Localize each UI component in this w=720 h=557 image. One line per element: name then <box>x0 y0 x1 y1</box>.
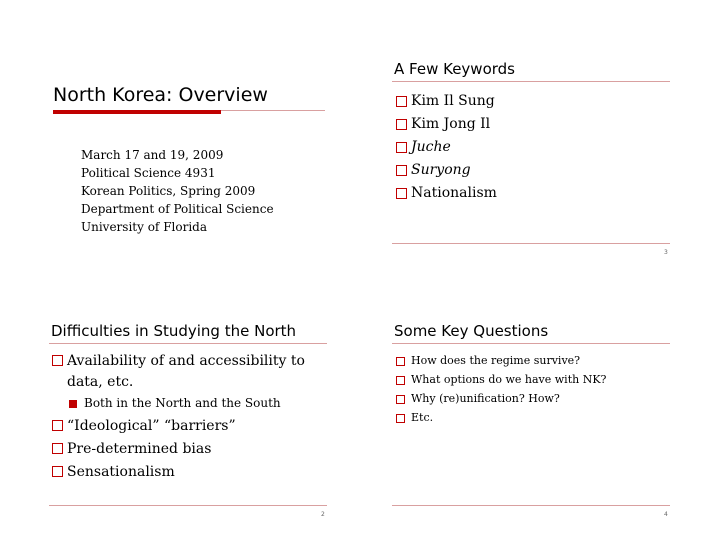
checkbox-bullet-icon <box>52 443 63 454</box>
slide-4-page-number: 4 <box>664 511 668 518</box>
slide-1-university: University of Florida <box>81 220 207 234</box>
slide-2-footer-rule <box>49 505 327 506</box>
slide-2-page-number: 2 <box>321 511 325 518</box>
slide-4-footer-rule <box>392 505 670 506</box>
slide-2-title-rule <box>49 343 327 344</box>
slide-3-footer-rule <box>392 243 670 244</box>
list-item: What options do we have with NK? <box>396 370 606 389</box>
slide-1-course-title: Korean Politics, Spring 2009 <box>81 184 256 198</box>
slide-2-title: Difficulties in Studying the North <box>51 322 297 340</box>
checkbox-bullet-icon <box>396 188 407 199</box>
checkbox-bullet-icon <box>396 357 405 366</box>
list-item: Pre-determined bias <box>52 439 322 460</box>
checkbox-bullet-icon <box>52 355 63 366</box>
slide-4-title: Some Key Questions <box>394 322 549 340</box>
slide-3-title: A Few Keywords <box>394 60 515 78</box>
slide-1-department: Department of Political Science <box>81 202 274 216</box>
checkbox-bullet-icon <box>396 165 407 176</box>
list-item: Juche <box>396 136 497 159</box>
slide-4-question-list <box>396 351 606 427</box>
slide-4-title-rule <box>392 343 670 344</box>
list-item: Why (re)unification? How? <box>396 389 606 408</box>
list-item: How does the regime survive? <box>396 351 606 370</box>
slide-1-title-accent-bar <box>53 110 221 114</box>
checkbox-bullet-icon <box>396 96 407 107</box>
slide-3-title-rule <box>392 81 670 82</box>
square-bullet-icon <box>69 400 77 408</box>
slide-1-info-block <box>81 146 274 236</box>
slide-1-title-rule <box>221 110 325 111</box>
list-item: Availability of and accessibility to data, etc. <box>52 351 322 393</box>
slide-3-page-number: 3 <box>664 249 668 256</box>
checkbox-bullet-icon <box>396 395 405 404</box>
slide-1-date: March 17 and 19, 2009 <box>81 148 224 162</box>
list-item: Kim Jong Il <box>396 113 497 136</box>
slide-1-course: Political Science 4931 <box>81 166 216 180</box>
list-item: Etc. <box>396 408 606 427</box>
slide-1-title: North Korea: Overview <box>53 84 268 106</box>
list-item: Suryong <box>396 159 497 182</box>
checkbox-bullet-icon <box>396 376 405 385</box>
list-item: Kim Il Sung <box>396 90 497 113</box>
checkbox-bullet-icon <box>396 119 407 130</box>
checkbox-bullet-icon <box>52 466 63 477</box>
list-item: Sensationalism <box>52 462 322 483</box>
checkbox-bullet-icon <box>396 142 407 153</box>
sub-list-item: Both in the North and the South <box>52 393 322 414</box>
checkbox-bullet-icon <box>396 414 405 423</box>
list-item: Nationalism <box>396 182 497 205</box>
slide-3-keyword-list <box>396 90 497 205</box>
checkbox-bullet-icon <box>52 420 63 431</box>
slide-2-bullet-list <box>52 351 322 483</box>
list-item: “Ideological” “barriers” <box>52 416 322 437</box>
